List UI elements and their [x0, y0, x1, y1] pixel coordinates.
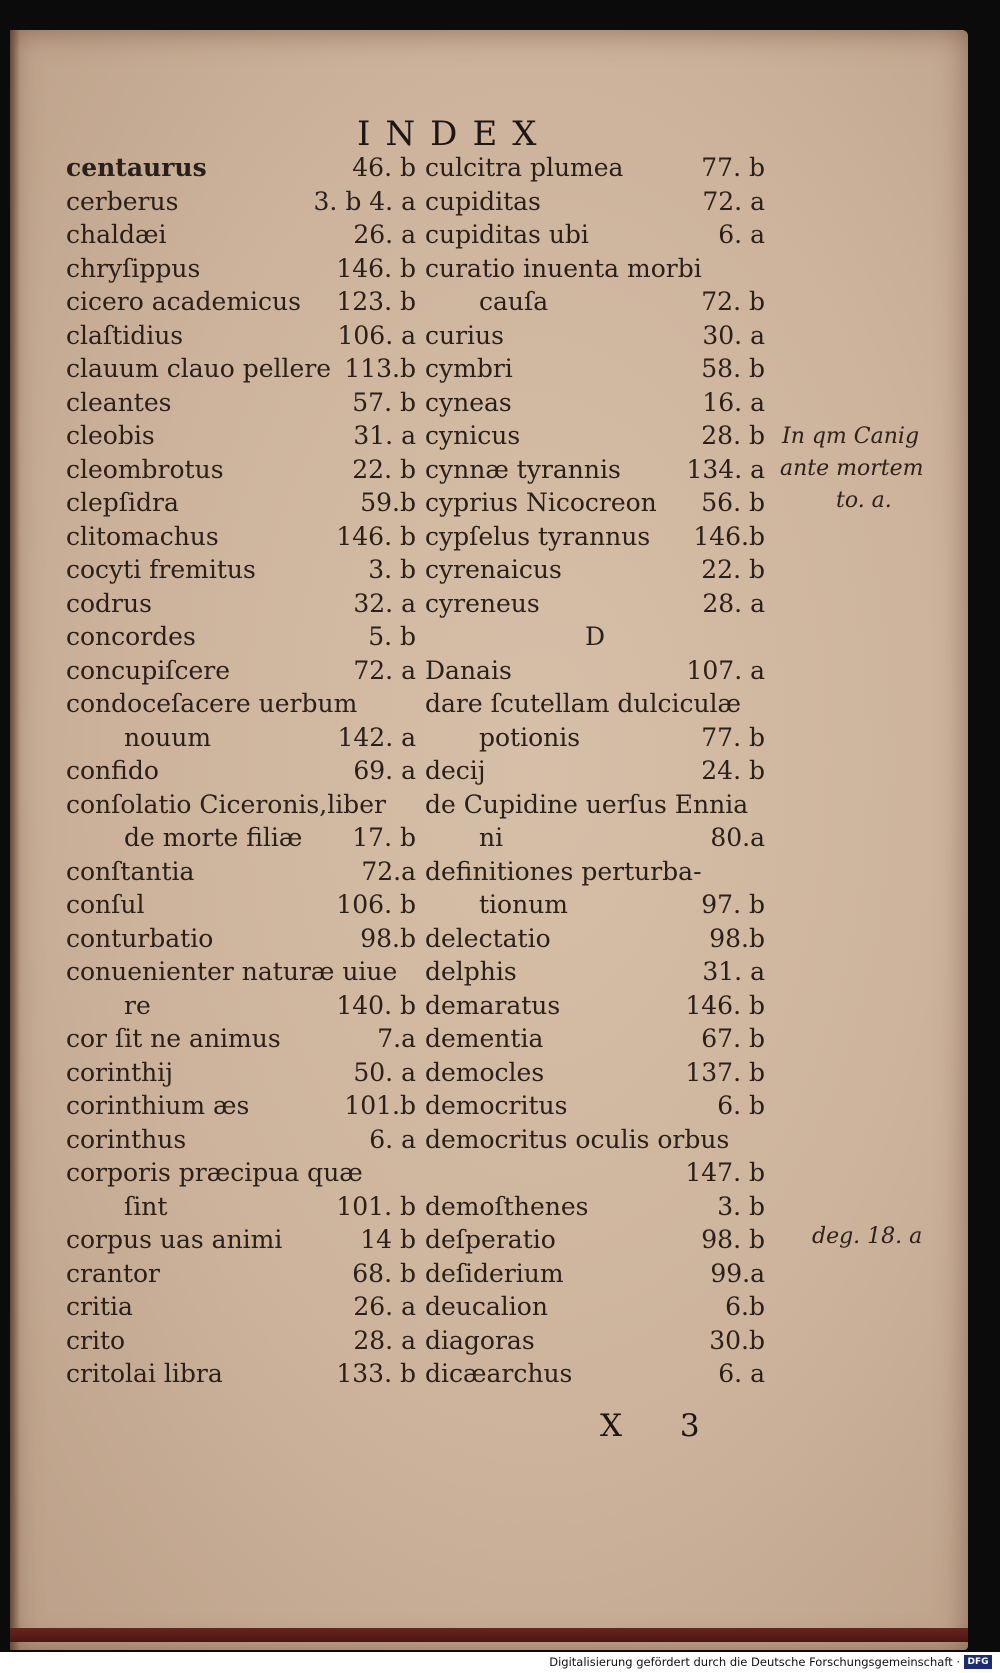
section-letter: D: [584, 622, 606, 651]
index-entry: [425, 386, 765, 420]
left-index-column: [66, 151, 416, 1391]
entry-page-ref: 147. b: [685, 1158, 765, 1187]
marginal-note-line: ante mortem: [780, 456, 924, 481]
index-entry: [66, 252, 416, 286]
entry-page-ref: 123. b: [336, 287, 416, 316]
entry-term: democritus oculis orbus: [425, 1124, 730, 1154]
entry-page-ref: 28. a: [702, 588, 765, 618]
index-entry: [425, 151, 765, 185]
index-entry: [425, 486, 765, 520]
index-entry: [425, 1357, 765, 1391]
entry-term: critolai libra: [66, 1359, 223, 1388]
entry-term: critia: [66, 1292, 133, 1321]
entry-term: tionum: [479, 890, 569, 919]
entry-page-ref: 28. b: [701, 421, 765, 450]
entry-term: delectatio: [425, 923, 551, 953]
entry-page-ref: 6. b: [717, 1091, 765, 1120]
index-entry: [425, 285, 765, 319]
entry-term: clepſidra: [66, 488, 179, 517]
index-heading: INDEX: [357, 114, 552, 154]
entry-term: conſolatio Ciceronis,liber: [66, 789, 386, 819]
index-entry: [66, 1223, 416, 1257]
entry-term: delphis: [425, 957, 517, 986]
index-entry: [66, 955, 416, 989]
entry-page-ref: 101. b: [336, 1191, 416, 1221]
index-entry: [425, 1089, 765, 1123]
entry-page-ref: 97. b: [701, 890, 765, 919]
entry-page-ref: 72. b: [701, 287, 765, 316]
entry-term: cor ſit ne animus: [66, 1024, 281, 1053]
entry-page-ref: 146. b: [336, 253, 416, 283]
entry-term: decij: [425, 756, 486, 785]
index-entry: [425, 1123, 765, 1157]
index-entry: [66, 1156, 416, 1190]
index-entry: [66, 1123, 416, 1157]
entry-page-ref: 113.b: [344, 354, 416, 383]
dfg-logo: DFG: [964, 1655, 992, 1669]
entry-term: deucalion: [425, 1292, 548, 1321]
index-entry: [425, 754, 765, 788]
index-entry: [66, 922, 416, 956]
entry-page-ref: 146. b: [685, 990, 765, 1020]
index-entry: [66, 620, 416, 654]
entry-page-ref: 58. b: [701, 354, 765, 383]
index-entry: [66, 419, 416, 453]
entry-term: corporis præcipua quæ: [66, 1158, 363, 1187]
entry-term: concupiſcere: [66, 655, 231, 685]
entry-page-ref: 50. a: [353, 1057, 416, 1087]
index-entry: [425, 821, 765, 855]
entry-page-ref: 72. a: [353, 655, 416, 685]
entry-page-ref: 31. a: [353, 421, 416, 450]
entry-page-ref: 77. b: [701, 722, 765, 752]
index-entry: [425, 1056, 765, 1090]
entry-term: deſiderium: [425, 1258, 564, 1288]
index-entry: [425, 1190, 765, 1224]
entry-term: clauum clauo pellere: [66, 354, 332, 383]
entry-term: corpus uas animi: [66, 1225, 283, 1254]
entry-term: cupiditas: [425, 186, 541, 216]
entry-term: cypſelus tyrannus: [425, 521, 651, 551]
index-entry: [425, 352, 765, 386]
entry-page-ref: 26. a: [353, 1292, 416, 1321]
index-entry: [425, 520, 765, 554]
entry-term: corinthus: [66, 1124, 187, 1154]
entry-term: cupiditas ubi: [425, 220, 589, 249]
entry-term: corinthium æs: [66, 1091, 250, 1120]
index-entry: [66, 821, 416, 855]
index-entry: [425, 788, 765, 822]
entry-page-ref: 80.a: [710, 823, 765, 852]
index-entry: [66, 520, 416, 554]
index-entry: [425, 888, 765, 922]
entry-term: cyprius Nicocreon: [425, 488, 657, 517]
entry-page-ref: 6.b: [725, 1292, 765, 1321]
entry-term: re: [124, 990, 151, 1020]
entry-page-ref: 30.b: [709, 1325, 765, 1355]
index-entry: [66, 185, 416, 219]
index-entry: [66, 1056, 416, 1090]
entry-page-ref: 56. b: [701, 488, 765, 517]
catchword: X 3: [600, 1408, 724, 1444]
index-entry: [66, 553, 416, 587]
index-entry: [66, 319, 416, 353]
entry-term: ſint: [124, 1191, 168, 1221]
entry-term: dicæarchus: [425, 1359, 573, 1388]
entry-term: cauſa: [479, 287, 549, 316]
index-entry: [66, 151, 416, 185]
entry-term: cyrenaicus: [425, 555, 562, 584]
entry-term: diagoras: [425, 1325, 535, 1355]
entry-page-ref: 3. b: [368, 555, 416, 584]
entry-term: cicero academicus: [66, 287, 301, 316]
entry-page-ref: 22. b: [352, 454, 416, 484]
entry-page-ref: 72. a: [702, 186, 765, 216]
entry-term: conſtantia: [66, 856, 195, 886]
entry-term: cynicus: [425, 421, 521, 450]
entry-term: condoceſacere uerbum: [66, 689, 358, 718]
index-entry: [66, 888, 416, 922]
index-entry: [425, 587, 765, 621]
index-entry: [425, 453, 765, 487]
index-entry: [425, 319, 765, 353]
entry-term: chryſippus: [66, 253, 201, 283]
marginal-note-line: deg. 18. a: [812, 1224, 923, 1249]
entry-page-ref: 107. a: [686, 655, 765, 685]
entry-term: curatio inuenta morbi: [425, 253, 702, 283]
entry-page-ref: 26. a: [353, 220, 416, 249]
index-entry: [66, 352, 416, 386]
entry-page-ref: 3. b: [717, 1191, 765, 1221]
entry-term: clitomachus: [66, 521, 219, 551]
entry-page-ref: 146.b: [693, 521, 765, 551]
entry-term: dementia: [425, 1024, 544, 1053]
entry-term: codrus: [66, 588, 152, 618]
entry-term: democritus: [425, 1091, 568, 1120]
index-entry: [425, 955, 765, 989]
index-entry: [66, 788, 416, 822]
entry-page-ref: 46. b: [352, 153, 416, 182]
entry-term: Danais: [425, 655, 512, 685]
index-entry: [66, 1190, 416, 1224]
footer-credit: Digitalisierung gefördert durch die Deutsche Forschungsgemeinschaft ·: [549, 1655, 960, 1669]
entry-term: curius: [425, 320, 504, 350]
index-entry: [66, 1357, 416, 1391]
entry-page-ref: 6. a: [718, 1359, 765, 1388]
entry-page-ref: 22. b: [701, 555, 765, 584]
right-index-column: [425, 151, 765, 1391]
entry-page-ref: 137. b: [685, 1057, 765, 1087]
entry-page-ref: 5. b: [368, 622, 416, 651]
entry-page-ref: 142. a: [337, 722, 416, 752]
entry-term: definitiones perturba-: [425, 856, 702, 886]
index-entry: [425, 1156, 765, 1190]
entry-page-ref: 140. b: [336, 990, 416, 1020]
entry-term: de Cupidine uerſus Ennia: [425, 789, 749, 819]
entry-term: cleombrotus: [66, 454, 224, 484]
entry-term: chaldæi: [66, 220, 167, 249]
index-entry: [425, 553, 765, 587]
index-entry: [425, 1022, 765, 1056]
index-entry: [425, 1257, 765, 1291]
entry-page-ref: 98. b: [701, 1225, 765, 1254]
entry-page-ref: 6. a: [369, 1124, 416, 1154]
index-entry: [425, 185, 765, 219]
entry-page-ref: 99.a: [710, 1258, 765, 1288]
index-entry: [66, 218, 416, 252]
entry-page-ref: 72.a: [361, 856, 416, 886]
entry-page-ref: 98.b: [360, 923, 416, 953]
entry-term: demoſthenes: [425, 1191, 589, 1221]
entry-page-ref: 31. a: [702, 957, 765, 986]
entry-page-ref: 30. a: [702, 320, 765, 350]
entry-page-ref: 24. b: [701, 756, 765, 785]
entry-page-ref: 77. b: [701, 153, 765, 182]
entry-page-ref: 32. a: [353, 588, 416, 618]
index-entry: [425, 218, 765, 252]
entry-term: conuenienter naturæ uiue: [66, 957, 398, 986]
index-entry: [66, 1290, 416, 1324]
entry-term: cleantes: [66, 387, 172, 417]
index-entry: [66, 1324, 416, 1358]
entry-term: dare ſcutellam dulciculæ: [425, 689, 742, 718]
index-entry: [66, 587, 416, 621]
index-entry: [66, 754, 416, 788]
entry-page-ref: 133. b: [336, 1359, 416, 1388]
index-entry: [66, 386, 416, 420]
marginal-note-line: In qm Canig: [782, 424, 920, 449]
index-entry: [66, 453, 416, 487]
index-entry: [425, 687, 765, 721]
index-entry: [66, 1257, 416, 1291]
index-entry: [66, 855, 416, 889]
entry-term: cocyti fremitus: [66, 555, 256, 584]
entry-page-ref: 14 b: [360, 1225, 416, 1254]
index-entry: [66, 486, 416, 520]
entry-term: cymbri: [425, 354, 513, 383]
entry-term: culcitra plumea: [425, 153, 624, 182]
index-entry: [66, 687, 416, 721]
index-entry: [425, 721, 765, 755]
entry-term: cynnæ tyrannis: [425, 454, 621, 484]
entry-term: de morte filiæ: [124, 823, 303, 852]
entry-term: deſperatio: [425, 1225, 556, 1254]
entry-page-ref: 28. a: [353, 1325, 416, 1355]
index-entry: [425, 1223, 765, 1257]
entry-page-ref: 3. b 4. a: [313, 186, 416, 216]
binding-band: [10, 1628, 968, 1642]
entry-page-ref: 67. b: [701, 1024, 765, 1053]
entry-page-ref: 16. a: [702, 387, 765, 417]
entry-term: conſul: [66, 890, 145, 919]
marginal-note-line: to. a.: [836, 488, 892, 513]
index-entry: [425, 620, 765, 654]
entry-term: potionis: [479, 722, 581, 752]
index-entry: [425, 1324, 765, 1358]
index-entry: [66, 989, 416, 1023]
entry-page-ref: 146. b: [336, 521, 416, 551]
entry-term: confido: [66, 756, 159, 785]
index-entry: [66, 721, 416, 755]
entry-term: conturbatio: [66, 923, 214, 953]
entry-term: demaratus: [425, 990, 561, 1020]
entry-page-ref: 7.a: [377, 1024, 416, 1053]
entry-page-ref: 101.b: [344, 1091, 416, 1120]
index-entry: [425, 419, 765, 453]
entry-term: cerberus: [66, 186, 179, 216]
entry-page-ref: 98.b: [709, 923, 765, 953]
entry-page-ref: 57. b: [352, 387, 416, 417]
index-entry: [425, 1290, 765, 1324]
entry-term: crito: [66, 1325, 126, 1355]
entry-page-ref: 106. a: [337, 320, 416, 350]
entry-term: corinthij: [66, 1057, 173, 1087]
entry-page-ref: 59.b: [360, 488, 416, 517]
entry-term: centaurus: [66, 153, 207, 182]
entry-term: democles: [425, 1057, 545, 1087]
index-entry: [66, 285, 416, 319]
entry-page-ref: 68. b: [352, 1258, 416, 1288]
entry-page-ref: 17. b: [352, 823, 416, 852]
index-entry: [425, 654, 765, 688]
entry-page-ref: 106. b: [336, 890, 416, 919]
entry-term: ni: [479, 823, 504, 852]
index-entry: [425, 252, 765, 286]
entry-term: concordes: [66, 622, 196, 651]
entry-term: cyreneus: [425, 588, 540, 618]
index-entry: [66, 1022, 416, 1056]
entry-term: crantor: [66, 1258, 161, 1288]
entry-term: cyneas: [425, 387, 512, 417]
entry-page-ref: 6. a: [718, 220, 765, 249]
index-entry: [66, 1089, 416, 1123]
index-entry: [425, 855, 765, 889]
index-entry: [425, 922, 765, 956]
index-entry: [66, 654, 416, 688]
entry-page-ref: 134. a: [686, 454, 765, 484]
index-entry: [425, 989, 765, 1023]
entry-term: cleobis: [66, 421, 155, 450]
entry-term: nouum: [124, 722, 212, 752]
entry-page-ref: 69. a: [353, 756, 416, 785]
page-left-edge: [10, 30, 20, 1650]
entry-term: claſtidius: [66, 320, 184, 350]
